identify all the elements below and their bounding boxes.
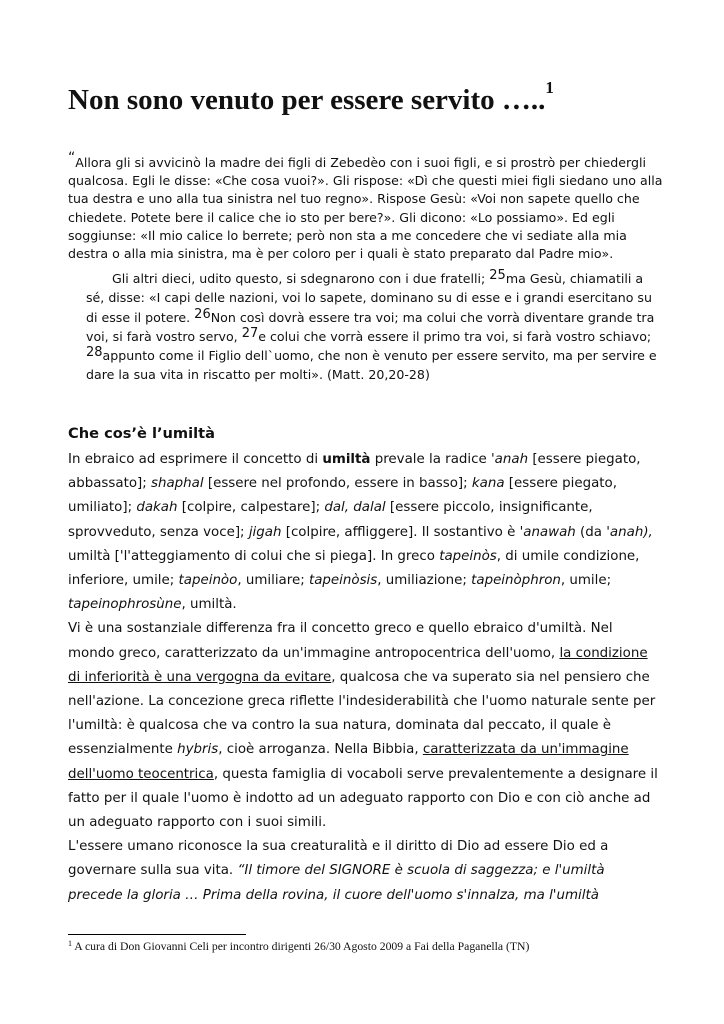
section-heading: Che cos’è l’umiltà: [68, 425, 215, 442]
verse-number: 27: [241, 325, 259, 341]
quote-text: Non così dovrà essere tra voi; ma colui che vorrà diventare grande tra voi, si farà vostro servo,: [86, 309, 655, 344]
text: Vi è una sostanziale differenza fra il concetto greco e quello ebraico d'umiltà. Nel mondo greco, caratterizzato da un'immagine antropocentrica dell'uomo,: [68, 621, 613, 661]
footnote: [68, 939, 668, 955]
opening-quote-mark: “: [68, 150, 76, 166]
text: , umiliazione;: [377, 573, 472, 589]
italic-term: tapeinòs: [439, 548, 497, 564]
footnote-text: A cura di Don Giovanni Celi per incontro dirigenti 26/30 Agosto 2009 a Fai della Paganella (TN): [72, 940, 530, 953]
body-text: [68, 448, 658, 908]
quote-text: e colui che vorrà essere il primo tra voi, si farà vostro schiavo;: [258, 328, 652, 344]
italic-term: dakah: [136, 500, 178, 516]
paragraph-hebrew-greek-terms: [68, 448, 658, 617]
paragraph-greek-vs-hebrew: [68, 617, 658, 835]
text: [essere piegato, abbassato];: [68, 452, 641, 492]
quote-text: Gli altri dieci, udito questo, si sdegnarono con i due fratelli;: [112, 271, 490, 286]
quote-text: ma Gesù, chiamatili a sé, disse: «I capi delle nazioni, voi lo sapete, dominano su di esse e i grandi esercitano su di esse il potere.: [86, 271, 652, 325]
quote-text: appunto come il Figlio dell`uomo, che non è venuto per essere servito, ma per servire e dare la sua vita in riscatto per molti». (Matt. 20,20-28): [86, 348, 657, 383]
gospel-quote-paragraph-2: [86, 269, 664, 385]
text: L'essere umano riconosce la sua creaturalità e il diritto di Dio ad essere Dio ed a governare sulla sua vita.: [68, 839, 609, 879]
text: , di umile condizione, inferiore, umile;: [68, 548, 640, 589]
underlined-text: la condizione di inferiorità è una vergogna da evitare: [68, 645, 648, 685]
verse-number: 26: [194, 306, 211, 322]
footnote-divider: [68, 934, 246, 935]
footnote-marker: 1: [68, 939, 72, 948]
gospel-quote-paragraph-1: [68, 150, 664, 263]
italic-term: 'anah),: [606, 524, 653, 540]
text: , umiliare;: [237, 573, 309, 589]
italic-term: tapeinophrosùne: [68, 597, 182, 613]
italic-term: tapeinòsis: [308, 573, 378, 589]
italic-term: 'anah: [490, 452, 529, 467]
text: [colpire, affliggere]. Il sostantivo è: [281, 524, 520, 540]
underlined-text: caratterizzata da un'immagine dell'uomo teocentrica: [68, 742, 629, 782]
text: [colpire, calpestare];: [177, 500, 325, 516]
verse-number: 25: [489, 268, 506, 283]
italic-term: tapeinòphron: [471, 573, 561, 589]
text: In ebraico ad esprimere il concetto di: [68, 452, 323, 467]
verse-number: 28: [86, 345, 103, 361]
text: [essere piegato, umiliato];: [68, 476, 618, 516]
text: , cioè arroganza. Nella Bibbia,: [218, 742, 423, 758]
text: [essere piccolo, insignificante, sprovveduto, senza voce];: [68, 500, 593, 540]
paragraph-creaturality: [68, 835, 658, 908]
quote-text: Allora gli si avvicinò la madre dei figli di Zebedèo con i suoi figli, e si prostrò per chiedergli qualcosa. Egli le disse: «Che cosa vuoi?». Gli rispose: «Dì che questi miei figli siedano uno alla tua destra e uno alla tua sinistra nel tuo regno». Rispose Gesù: «Voi non sapete quello che chiedete. Potete bere il calice che io sto per bere?». Gli dicono: «Lo possiamo». Ed egli soggiunse: «Il mio calice lo berrete; però non sta a me concedere che vi sediate alla mia destra o alla mia sinistra, ma è per coloro per i quali è stato preparato dal Padre mio».: [68, 155, 663, 262]
italic-quote: “Il timore del SIGNORE è scuola di saggezza; e l'umiltà precede la gloria … Prima della rovina, il cuore dell'uomo s'innalza, ma l'umiltà: [68, 863, 605, 903]
title-text: Non sono venuto per essere servito …..: [68, 84, 546, 116]
italic-term: shaphal: [151, 476, 204, 492]
text: , umile;: [560, 573, 612, 589]
text: , qualcosa che va superato sia nel pensiero che nell'azione. La concezione greca riflette l'indesiderabilità che l'uomo naturale sente per l'umiltà: è qualcosa che va contro la sua natura, dominata dal peccato, il quale è essenzialmente: [68, 669, 656, 758]
italic-term: tapeinòo: [178, 573, 238, 589]
text: umiltà ['l'atteggiamento di colui che si piega]. In greco: [68, 548, 440, 564]
text: prevale la radice: [370, 452, 491, 467]
text: , questa famiglia di vocaboli serve prevalentemente a designare il fatto per il quale l'uomo è indotto ad un adeguato rapporto con Dio e con ciò anche ad un adeguato rapporto con i suoi simili.: [68, 766, 658, 831]
italic-term: 'anawah: [519, 524, 576, 540]
italic-term: kana: [471, 476, 505, 492]
text: , umiltà.: [181, 597, 237, 613]
text: [essere nel profondo, essere in basso];: [203, 476, 472, 492]
bold-term: umiltà: [322, 452, 371, 467]
italic-term: jigah: [248, 524, 282, 540]
text: (da: [575, 524, 607, 540]
italic-term: hybris: [177, 742, 219, 758]
footnote-reference[interactable]: 1: [545, 78, 554, 97]
page-title: [68, 80, 688, 120]
italic-term: dal, dalal: [324, 500, 386, 516]
